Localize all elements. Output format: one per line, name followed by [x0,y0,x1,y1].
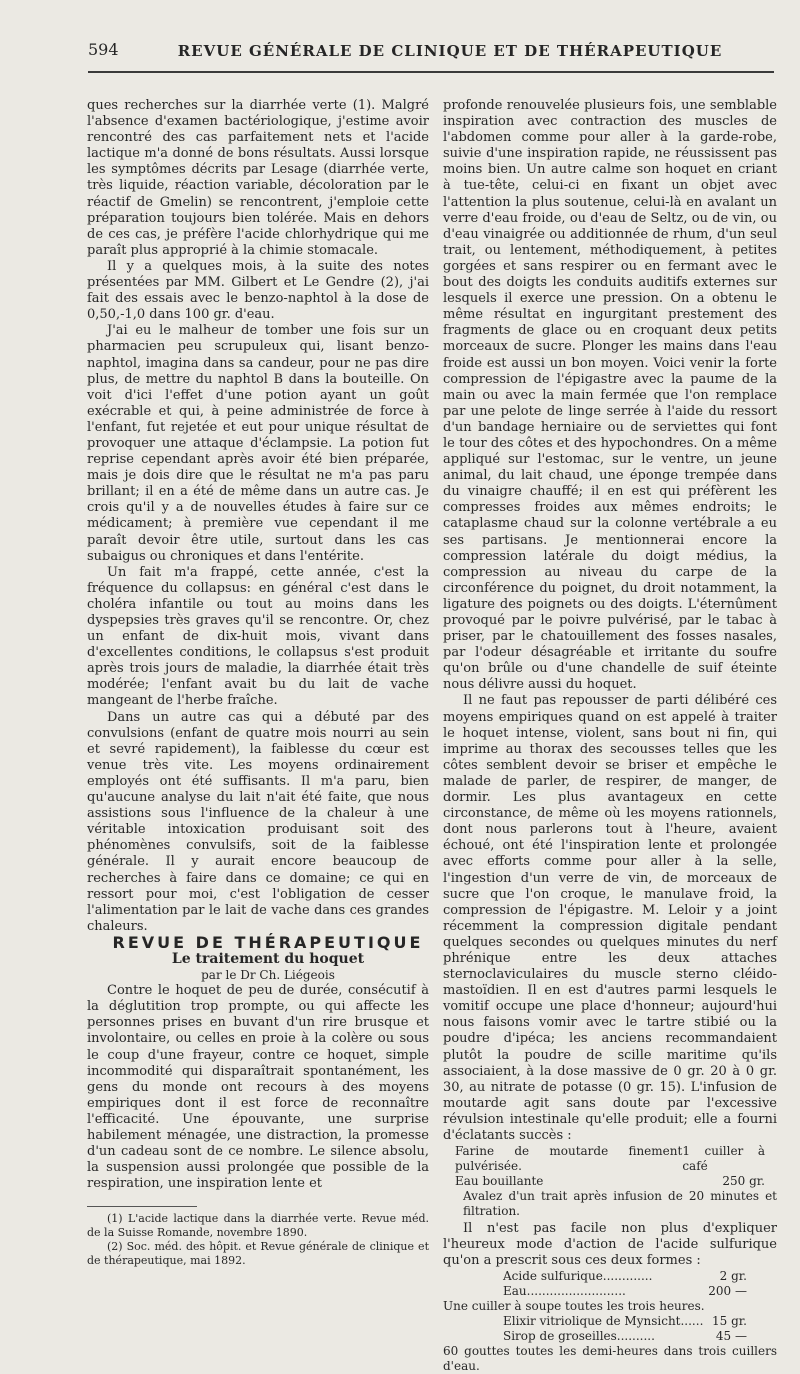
formula-sulfuric [443,1269,777,1374]
formula-item: Acide sulfurique............. [503,1269,653,1284]
paragraph: Il ne faut pas repousser de parti délibéré ces moyens empiriques quand on est appelé à traiter le hoquet intense, violent, sans bout ni fin, qui imprime au thorax des secousses telles que les côtes semblent devoir se briser et empêche le malade de parler, de respirer, de manger, de dormir. Les plus avantageux en cette circonstance, de même où les moyens rationnels, dont nous parlerons tout à l'heure, avaient échoué, ont été l'inspiration lente et prolongée avec efforts comme pour aller à la selle, l'ingestion d'un verre de vin, de morceaux de sucre que l'on croque, le manulave froid, la compression de l'épigastre. M. Leloir y a joint récemment la compression digitale pendant quelques secondes ou quelques minutes du nerf phrénique entre les deux attaches sternoclaviculaires du muscle sterno cléido-mastoïdien. Il en est d'autres parmi lesquels le vomitif occupe une place d'honneur; aujourd'hui nous faisons vomir avec le tartre stibié ou la poudre d'ipéca; les anciens recommandaient plutôt la poudre de scille maritime qu'ils associaient, à la dose massive de 0 gr. 20 à 0 gr. 30, au nitrate de potasse (0 gr. 15). L'infusion de moutarde agit sans doute par l'excessive révulsion intestinale qu'elle produit; elle a fourni d'éclatants succès : [443,693,777,1143]
formula-note: Une cuiller à soupe toutes les trois heures. [443,1299,705,1314]
header-rule [88,71,774,73]
formula-item: Elixir vitriolique de Mynsicht...... [503,1314,704,1329]
recipe-qty: 1 cuiller à café [682,1144,765,1174]
paragraph: J'ai eu le malheur de tomber une fois sur un pharmacien peu scrupuleux qui, lisant benzo-naphtol, imagina dans sa candeur, pour ne pas dire plus, de mettre du naphtol B dans la bouteille. On voit d'ici l'effet d'une potion ayant un goût exécrable et qui, à peine administrée de force à l'enfant, fut rejetée et eut pour unique résultat de provoquer une attaque d'éclampsie. La potion fut reprise cependant après avoir été bien préparée, mais je dois dire que le résultat ne m'a pas paru brillant; il en a été de même dans un autre cas. Je crois qu'il y a de nouvelles études à faire sur ce médicament; à première vue cependant il me paraît devoir être utile, surtout dans les cas subaigus ou chroniques et dans l'entérite. [87,323,429,564]
recipe-item: Farine de moutarde finement pulvérisée. [455,1144,683,1174]
section-heading: REVUE DE THÉRAPEUTIQUE [112,932,424,952]
paragraph: Contre le hoquet de peu de durée, consécutif à la déglutition trop prompte, ou qui affecte les personnes prises en buvant d'un rire brusque et involontaire, ou celles en proie à la colère ou sous le coup d'une frayeur, contre ce hoquet, simple incommodité qui disparaîtrait spontanément, les gens du monde ont recours à des moyens empiriques dont il est force de reconnaître l'efficacité. Une épouvante, une surprise habilement ménagée, une distraction, la promesse d'un cadeau sont de ce nombre. Le silence absolu, la suspension aussi prolongée que possible de la respiration, une inspiration lente et [87,983,429,1192]
recipe-note: Avalez d'un trait après infusion de 20 minutes et filtration. [463,1189,777,1219]
page-header [0,40,800,80]
paragraph: ques recherches sur la diarrhée verte (1). Malgré l'absence d'examen bactériologique, j'estime avoir rencontré des cas parfaitement nets et l'acide lactique m'a donné de bons résultats. Aussi lorsque les symptômes décrits par Lesage (diarrhée verte, très liquide, réaction variable, décoloration par le réactif de Gmelin) se rencontrent, j'emploie cette préparation toujours bien tolérée. Mais en dehors de ces cas, je préfère l'acide chlorhydrique qui me paraît plus approprié à la chimie stomacale. [87,98,429,258]
formula-note: 60 gouttes toutes les demi-heures dans trois cuillers d'eau. [443,1344,777,1374]
recipe-mustard [443,1144,777,1219]
right-column [443,98,777,1374]
paragraph: Il y a quelques mois, à la suite des notes présentées par MM. Gilbert et Le Gendre (2), j'ai fait des essais avec le benzo-naphtol à la dose de 0,50,-1,0 dans 100 gr. d'eau. [87,258,429,323]
paragraph: Un fait m'a frappé, cette année, c'est la fréquence du collapsus: en général c'est dans le choléra infantile ou tout au moins dans les dyspepsies très graves qu'il se rencontre. Or, chez un enfant de dix-huit mois, vivant dans d'excellentes conditions, le collapsus s'est produit après trois jours de maladie, la diarrhée était très modérée; l'enfant avait bu du lait de vache mangeant de l'herbe fraîche. [87,564,429,709]
footnote: (2) Soc. méd. des hôpit. et Revue générale de clinique et de thérapeutique, mai 1892. [87,1240,429,1268]
formula-row [503,1269,747,1284]
running-title: REVUE GÉNÉRALE DE CLINIQUE ET DE THÉRAPEUTIQUE [177,42,723,60]
formula-row [503,1284,747,1299]
left-column [87,98,429,1268]
paragraph: Il n'est pas facile non plus d'expliquer l'heureux mode d'action de l'acide sulfurique qu'on a prescrit sous ces deux formes : [443,1221,777,1269]
formula-item: Eau.......................... [503,1284,626,1299]
formula-qty: 45 — [715,1329,747,1344]
formula-item: Sirop de groseilles.......... [503,1329,655,1344]
article-title: Le traitement du hoquet [171,950,365,967]
formula-row [503,1314,747,1329]
formula-row [503,1329,747,1344]
recipe-row [455,1144,765,1174]
footnote-separator [87,1206,197,1207]
footnote: (1) L'acide lactique dans la diarrhée verte. Revue méd. de la Suisse Romande, novembre 1890. [87,1212,429,1240]
paragraph: profonde renouvelée plusieurs fois, une semblable inspiration avec contraction des muscles de l'abdomen comme pour aller à la garde-robe, suivie d'une inspiration rapide, ne réussissent pas moins bien. Un autre calme son hoquet en criant à tue-tête, celui-ci en fixant un objet avec l'attention la plus soutenue, celui-là en avalant un verre d'eau froide, ou d'eau de Seltz, ou de vin, ou d'eau vinaigrée ou additionnée de rhum, d'un seul trait, ou lentement, méthodiquement, à petites gorgées et sans respirer ou en fermant avec le bout des doigts les conduits auditifs externes sur lesquels il exerce une pression. On a obtenu le même résultat en ingurgitant prestement des fragments de glace ou en croquant deux petits morceaux de sucre. Plonger les mains dans l'eau froide est aussi un bon moyen. Voici venir la forte compression de l'épigastre avec la paume de la main ou avec la main fermée que l'on remplace par une pelote de linge serrée à l'aide du ressort d'un bandage herniaire ou de serviettes qui font le tour des côtes et des hypochondres. On a même appliqué sur l'estomac, sur le ventre, un jeune animal, du lait chaud, une éponge trempée dans du vinaigre chauffé; il en est qui préfèrent les compresses froides aux mêmes endroits; le cataplasme chaud sur la colonne vertébrale a eu ses partisans. Je mentionnerai encore la compression latérale du doigt médius, la compression au niveau du carpe de la circonférence du poignet, du droit notamment, la ligature des poignets ou des doigts. L'éternûment provoqué par le poivre pulvérisé, par le tabac à priser, par le chatouillement des fosses nasales, par l'odeur désagréable et irritante du soufre qu'on brûle ou d'une chandelle de suif éteinte nous délivre aussi du hoquet. [443,98,777,693]
page-number: 594 [88,40,119,59]
formula-qty: 200 — [708,1284,747,1299]
paragraph: Dans un autre cas qui a débuté par des convulsions (enfant de quatre mois nourri au sein et sevré rapidement), la faiblesse du cœur est venue très vite. Les moyens ordinairement employés ont été suffisants. Il m'a paru, bien qu'aucune analyse du lait n'ait été faite, que nous assistions sous l'influence de la chaleur à une véritable intoxication produisant soit des phénomènes convulsifs, soit de la faiblesse générale. Il y aurait encore beaucoup de recherches à faire dans ce domaine; ce qui en ressort pour moi, c'est l'obligation de cesser l'alimentation par le lait de vache dans ces grandes chaleurs. [87,709,429,934]
recipe-qty: 250 gr. [722,1174,765,1189]
recipe-row [455,1174,765,1189]
article-byline: par le Dr Ch. Liégeois [201,968,335,983]
formula-qty: 15 gr. [712,1314,747,1329]
recipe-item: Eau bouillante [455,1174,544,1189]
formula-qty: 2 gr. [719,1269,747,1284]
